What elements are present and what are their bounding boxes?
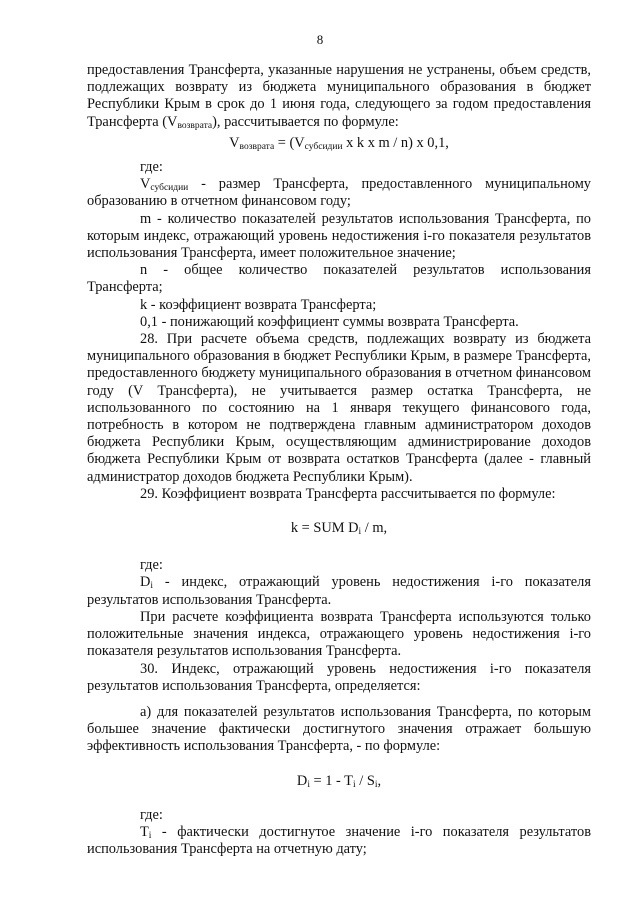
where-label: где: xyxy=(140,159,163,176)
formula-coefficient: k = SUM $D_i$ / m, xyxy=(290,520,388,538)
where-label: где: xyxy=(140,557,163,574)
definition-t: $T_i$ - фактически достигнутое значение i-го показателя результатов использования Трансферта на отчетную дату; xyxy=(87,823,591,858)
definition-v: $V_{субсидии}$ - размер Трансферта, предоставленного муниципальному образованию в отчетном финансовом году; xyxy=(87,176,591,210)
where-label: где: xyxy=(140,806,163,823)
paragraph-a: а) для показателей результатов использования Трансферта, по которым большее значение фактически достигнутого значения отражает большую эффективность использования Трансферта, - по формуле: xyxy=(87,703,591,755)
page-number: 8 xyxy=(316,32,324,47)
definition-k: k - коэффициент возврата Трансферта; xyxy=(140,296,377,313)
formula-index: $D_i = 1 - T_i / S_i$, xyxy=(296,772,382,790)
formula-return-volume: $V_{возврата} = (V_{субсидии}$ x k x m / n) x 0,1, xyxy=(229,134,449,152)
definition-n: n - общее количество показателей результатов использования Трансферта; xyxy=(87,262,591,296)
definition-m: m - количество показателей результатов использования Трансферта, по которым индекс, отражающий уровень недостижения i-го показателя результатов использования Трансферта, имеет положительное значение; xyxy=(87,210,591,262)
paragraph-intro: предоставления Трансферта, указанные нарушения не устранены, объем средств, подлежащих возврату из бюджета муниципального образования в бюджет Республики Крым в срок до 1 июня года, следующего за годом предоставления Трансферта $(V_{возврата})$, рассчитывается по формуле: xyxy=(87,62,591,131)
document-body xyxy=(87,62,591,858)
definition-0-1: 0,1 - понижающий коэффициент суммы возврата Трансферта. xyxy=(140,313,519,330)
paragraph-calc: При расчете коэффициента возврата Трансферта используются только положительные значения индекса, отражающего уровень недостижения i-го показателя результатов использования Трансферта. xyxy=(87,608,591,660)
paragraph-30: 30. Индекс, отражающий уровень недостижения i-го показателя результатов использования Трансферта, определяется: xyxy=(87,660,591,694)
paragraph-29: 29. Коэффициент возврата Трансферта рассчитывается по формуле: xyxy=(140,485,556,502)
paragraph-28: 28. При расчете объема средств, подлежащих возврату из бюджета муниципального образования в бюджет Республики Крым, в размере Трансферта, предоставленного бюджету муниципального образования в отчетном финансовом году (V Трансферта), не учитывается размер остатка Трансферта, не использованного по состоянию на 1 января текущего финансового года, потребность в котором не подтверждена главным администратором доходов бюджета Республики Крым, осуществляющим администрирование доходов бюджета Республики Крым от возврата остатков Трансферта (далее - главный администратор доходов бюджета Республики Крым). xyxy=(87,331,591,485)
definition-d: $D_i$ - индекс, отражающий уровень недостижения i-го показателя результатов использования Трансферта. xyxy=(87,574,591,608)
